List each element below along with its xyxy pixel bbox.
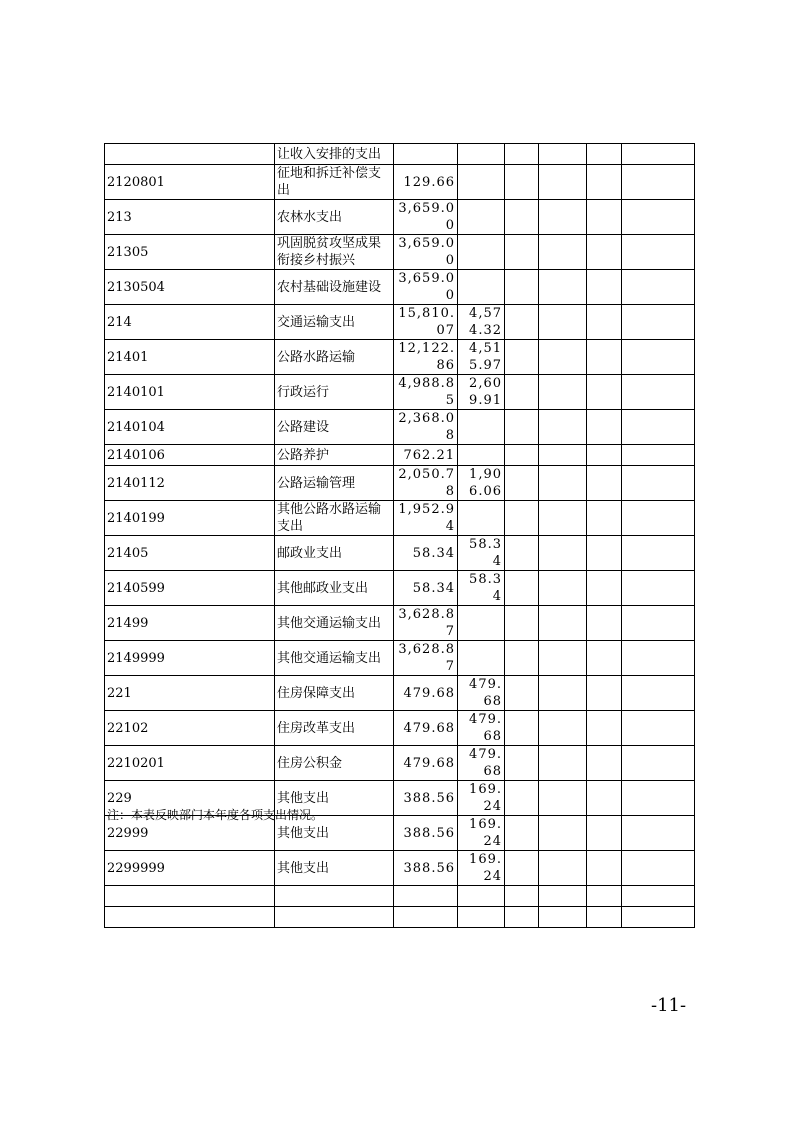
total-cell — [394, 144, 458, 165]
empty-cell — [622, 340, 695, 375]
table-row — [105, 501, 695, 536]
empty-cell — [505, 200, 539, 235]
total-cell: 129.66 — [394, 165, 458, 200]
empty-cell — [587, 466, 622, 501]
empty-cell — [539, 501, 587, 536]
empty-cell — [622, 781, 695, 816]
basic-expenditure-cell: 4,515.97 — [458, 340, 505, 375]
subject-name-cell: 交通运输支出 — [275, 305, 394, 340]
empty-cell — [539, 200, 587, 235]
empty-cell — [539, 606, 587, 641]
empty-cell — [505, 571, 539, 606]
subject-name-cell: 让收入安排的支出 — [275, 144, 394, 165]
empty-cell — [539, 305, 587, 340]
empty-cell — [505, 445, 539, 466]
empty-cell — [505, 340, 539, 375]
empty-cell — [539, 375, 587, 410]
subject-code-cell: 2140112 — [105, 466, 275, 501]
empty-cell — [505, 907, 539, 928]
basic-expenditure-cell — [458, 501, 505, 536]
table-footnote: 注：本表反映部门本年度各项支出情况。 — [107, 808, 324, 822]
total-cell: 58.34 — [394, 571, 458, 606]
table-row — [105, 410, 695, 445]
subject-code-cell: 2149999 — [105, 641, 275, 676]
subject-code-cell: 213 — [105, 200, 275, 235]
empty-cell — [539, 641, 587, 676]
table-row — [105, 676, 695, 711]
subject-name-cell: 行政运行 — [275, 375, 394, 410]
empty-cell — [622, 536, 695, 571]
basic-expenditure-cell: 58.34 — [458, 536, 505, 571]
total-cell: 479.68 — [394, 746, 458, 781]
total-cell: 58.34 — [394, 536, 458, 571]
basic-expenditure-cell: 479.68 — [458, 676, 505, 711]
subject-code-cell: 2140101 — [105, 375, 275, 410]
empty-cell — [622, 445, 695, 466]
empty-cell — [587, 235, 622, 270]
empty-cell — [587, 816, 622, 851]
empty-cell — [505, 781, 539, 816]
subject-code-cell: 21405 — [105, 536, 275, 571]
empty-cell — [587, 907, 622, 928]
subject-code-cell: 214 — [105, 305, 275, 340]
subject-code-cell: 22102 — [105, 711, 275, 746]
empty-cell — [622, 711, 695, 746]
subject-name-cell: 住房公积金 — [275, 746, 394, 781]
subject-name-cell: 其他交通运输支出 — [275, 606, 394, 641]
subject-code-cell: 2140599 — [105, 571, 275, 606]
empty-cell — [587, 340, 622, 375]
empty-cell — [505, 410, 539, 445]
empty-cell — [539, 466, 587, 501]
empty-cell — [587, 606, 622, 641]
table-row — [105, 886, 695, 907]
subject-name-cell: 公路建设 — [275, 410, 394, 445]
empty-cell — [505, 270, 539, 305]
empty-cell — [505, 851, 539, 886]
empty-cell — [622, 571, 695, 606]
empty-cell — [539, 340, 587, 375]
total-cell: 3,628.87 — [394, 641, 458, 676]
empty-cell — [622, 676, 695, 711]
empty-cell — [622, 270, 695, 305]
empty-cell — [622, 235, 695, 270]
table-row — [105, 571, 695, 606]
subject-name-cell: 其他邮政业支出 — [275, 571, 394, 606]
subject-code-cell: 21401 — [105, 340, 275, 375]
empty-cell — [505, 746, 539, 781]
total-cell: 388.56 — [394, 851, 458, 886]
basic-expenditure-cell: 169.24 — [458, 781, 505, 816]
empty-cell — [622, 606, 695, 641]
table-row — [105, 606, 695, 641]
total-cell: 3,659.00 — [394, 235, 458, 270]
total-cell: 4,988.85 — [394, 375, 458, 410]
total-cell: 388.56 — [394, 781, 458, 816]
subject-name-cell: 其他交通运输支出 — [275, 641, 394, 676]
subject-name-cell: 征地和拆迁补偿支出 — [275, 165, 394, 200]
empty-cell — [539, 781, 587, 816]
empty-cell — [539, 851, 587, 886]
empty-cell — [622, 907, 695, 928]
empty-cell — [505, 606, 539, 641]
subject-code-cell — [105, 144, 275, 165]
basic-expenditure-cell — [458, 410, 505, 445]
subject-name-cell: 公路运输管理 — [275, 466, 394, 501]
table-row — [105, 375, 695, 410]
basic-expenditure-cell: 169.24 — [458, 851, 505, 886]
table-row — [105, 165, 695, 200]
empty-cell — [539, 816, 587, 851]
basic-expenditure-cell — [458, 606, 505, 641]
empty-cell — [587, 410, 622, 445]
table-row — [105, 144, 695, 165]
basic-expenditure-cell: 2,609.91 — [458, 375, 505, 410]
empty-cell — [539, 886, 587, 907]
empty-cell — [539, 711, 587, 746]
empty-cell — [587, 676, 622, 711]
table-row — [105, 711, 695, 746]
total-cell: 3,659.00 — [394, 270, 458, 305]
table-row — [105, 851, 695, 886]
total-cell: 1,952.94 — [394, 501, 458, 536]
empty-cell — [587, 445, 622, 466]
empty-cell — [505, 536, 539, 571]
subject-name-cell: 其他支出 — [275, 781, 394, 816]
subject-name-cell: 巩固脱贫攻坚成果衔接乡村振兴 — [275, 235, 394, 270]
basic-expenditure-cell: 58.34 — [458, 571, 505, 606]
subject-code-cell: 22999 — [105, 816, 275, 851]
table-row — [105, 340, 695, 375]
empty-cell — [505, 816, 539, 851]
empty-cell — [587, 886, 622, 907]
basic-expenditure-cell: 1,906.06 — [458, 466, 505, 501]
empty-cell — [622, 200, 695, 235]
table-row — [105, 746, 695, 781]
subject-name-cell: 邮政业支出 — [275, 536, 394, 571]
subject-code-cell: 2130504 — [105, 270, 275, 305]
subject-name-cell: 住房改革支出 — [275, 711, 394, 746]
basic-expenditure-cell — [458, 270, 505, 305]
table-row — [105, 270, 695, 305]
basic-expenditure-cell — [458, 886, 505, 907]
empty-cell — [539, 445, 587, 466]
subject-name-cell: 公路水路运输 — [275, 340, 394, 375]
table-row — [105, 641, 695, 676]
empty-cell — [622, 501, 695, 536]
empty-cell — [622, 410, 695, 445]
total-cell: 12,122.86 — [394, 340, 458, 375]
total-cell: 762.21 — [394, 445, 458, 466]
subject-code-cell: 2120801 — [105, 165, 275, 200]
empty-cell — [505, 711, 539, 746]
subject-code-cell: 2299999 — [105, 851, 275, 886]
total-cell: 2,050.78 — [394, 466, 458, 501]
total-cell: 388.56 — [394, 816, 458, 851]
subject-name-cell: 其他支出 — [275, 851, 394, 886]
table-row — [105, 305, 695, 340]
empty-cell — [587, 711, 622, 746]
basic-expenditure-cell: 169.24 — [458, 816, 505, 851]
empty-cell — [539, 410, 587, 445]
table-row — [105, 235, 695, 270]
empty-cell — [622, 851, 695, 886]
empty-cell — [587, 746, 622, 781]
subject-code-cell: 221 — [105, 676, 275, 711]
empty-cell — [505, 144, 539, 165]
total-cell: 15,810.07 — [394, 305, 458, 340]
empty-cell — [539, 571, 587, 606]
subject-name-cell: 住房保障支出 — [275, 676, 394, 711]
empty-cell — [505, 676, 539, 711]
empty-cell — [622, 816, 695, 851]
empty-cell — [587, 200, 622, 235]
table-row — [105, 445, 695, 466]
subject-name-cell: 农林水支出 — [275, 200, 394, 235]
basic-expenditure-cell — [458, 165, 505, 200]
basic-expenditure-cell — [458, 235, 505, 270]
empty-cell — [539, 746, 587, 781]
table-row — [105, 536, 695, 571]
subject-code-cell: 2140199 — [105, 501, 275, 536]
total-cell — [394, 886, 458, 907]
subject-code-cell: 2140104 — [105, 410, 275, 445]
subject-code-cell — [105, 907, 275, 928]
table-row — [105, 466, 695, 501]
basic-expenditure-cell — [458, 144, 505, 165]
subject-name-cell — [275, 886, 394, 907]
subject-code-cell: 21499 — [105, 606, 275, 641]
empty-cell — [539, 270, 587, 305]
empty-cell — [505, 235, 539, 270]
empty-cell — [587, 305, 622, 340]
empty-cell — [539, 536, 587, 571]
empty-cell — [587, 270, 622, 305]
total-cell — [394, 907, 458, 928]
subject-name-cell: 其他公路水路运输支出 — [275, 501, 394, 536]
empty-cell — [587, 501, 622, 536]
empty-cell — [622, 165, 695, 200]
basic-expenditure-cell — [458, 641, 505, 676]
subject-name-cell — [275, 907, 394, 928]
total-cell: 479.68 — [394, 711, 458, 746]
basic-expenditure-cell: 479.68 — [458, 746, 505, 781]
subject-name-cell: 公路养护 — [275, 445, 394, 466]
empty-cell — [505, 165, 539, 200]
empty-cell — [622, 466, 695, 501]
empty-cell — [539, 907, 587, 928]
basic-expenditure-cell — [458, 445, 505, 466]
empty-cell — [505, 501, 539, 536]
subject-code-cell: 229 — [105, 781, 275, 816]
empty-cell — [539, 165, 587, 200]
empty-cell — [622, 746, 695, 781]
empty-cell — [505, 641, 539, 676]
subject-code-cell: 2140106 — [105, 445, 275, 466]
subject-name-cell: 农村基础设施建设 — [275, 270, 394, 305]
empty-cell — [587, 144, 622, 165]
basic-expenditure-cell — [458, 907, 505, 928]
basic-expenditure-cell — [458, 200, 505, 235]
empty-cell — [587, 536, 622, 571]
empty-cell — [587, 641, 622, 676]
basic-expenditure-cell: 479.68 — [458, 711, 505, 746]
subject-code-cell: 21305 — [105, 235, 275, 270]
total-cell: 2,368.08 — [394, 410, 458, 445]
empty-cell — [587, 375, 622, 410]
empty-cell — [505, 886, 539, 907]
empty-cell — [539, 144, 587, 165]
table-row — [105, 200, 695, 235]
empty-cell — [505, 375, 539, 410]
empty-cell — [622, 144, 695, 165]
empty-cell — [622, 641, 695, 676]
empty-cell — [622, 305, 695, 340]
subject-code-cell: 2210201 — [105, 746, 275, 781]
empty-cell — [505, 466, 539, 501]
total-cell: 3,659.00 — [394, 200, 458, 235]
empty-cell — [587, 781, 622, 816]
subject-name-cell: 其他支出 — [275, 816, 394, 851]
total-cell: 479.68 — [394, 676, 458, 711]
subject-code-cell — [105, 886, 275, 907]
empty-cell — [622, 886, 695, 907]
table-row — [105, 907, 695, 928]
page-number: -11- — [651, 995, 687, 1016]
empty-cell — [587, 165, 622, 200]
basic-expenditure-cell: 4,574.32 — [458, 305, 505, 340]
total-cell: 3,628.87 — [394, 606, 458, 641]
empty-cell — [539, 235, 587, 270]
empty-cell — [505, 305, 539, 340]
empty-cell — [587, 851, 622, 886]
empty-cell — [587, 571, 622, 606]
empty-cell — [622, 375, 695, 410]
empty-cell — [539, 676, 587, 711]
